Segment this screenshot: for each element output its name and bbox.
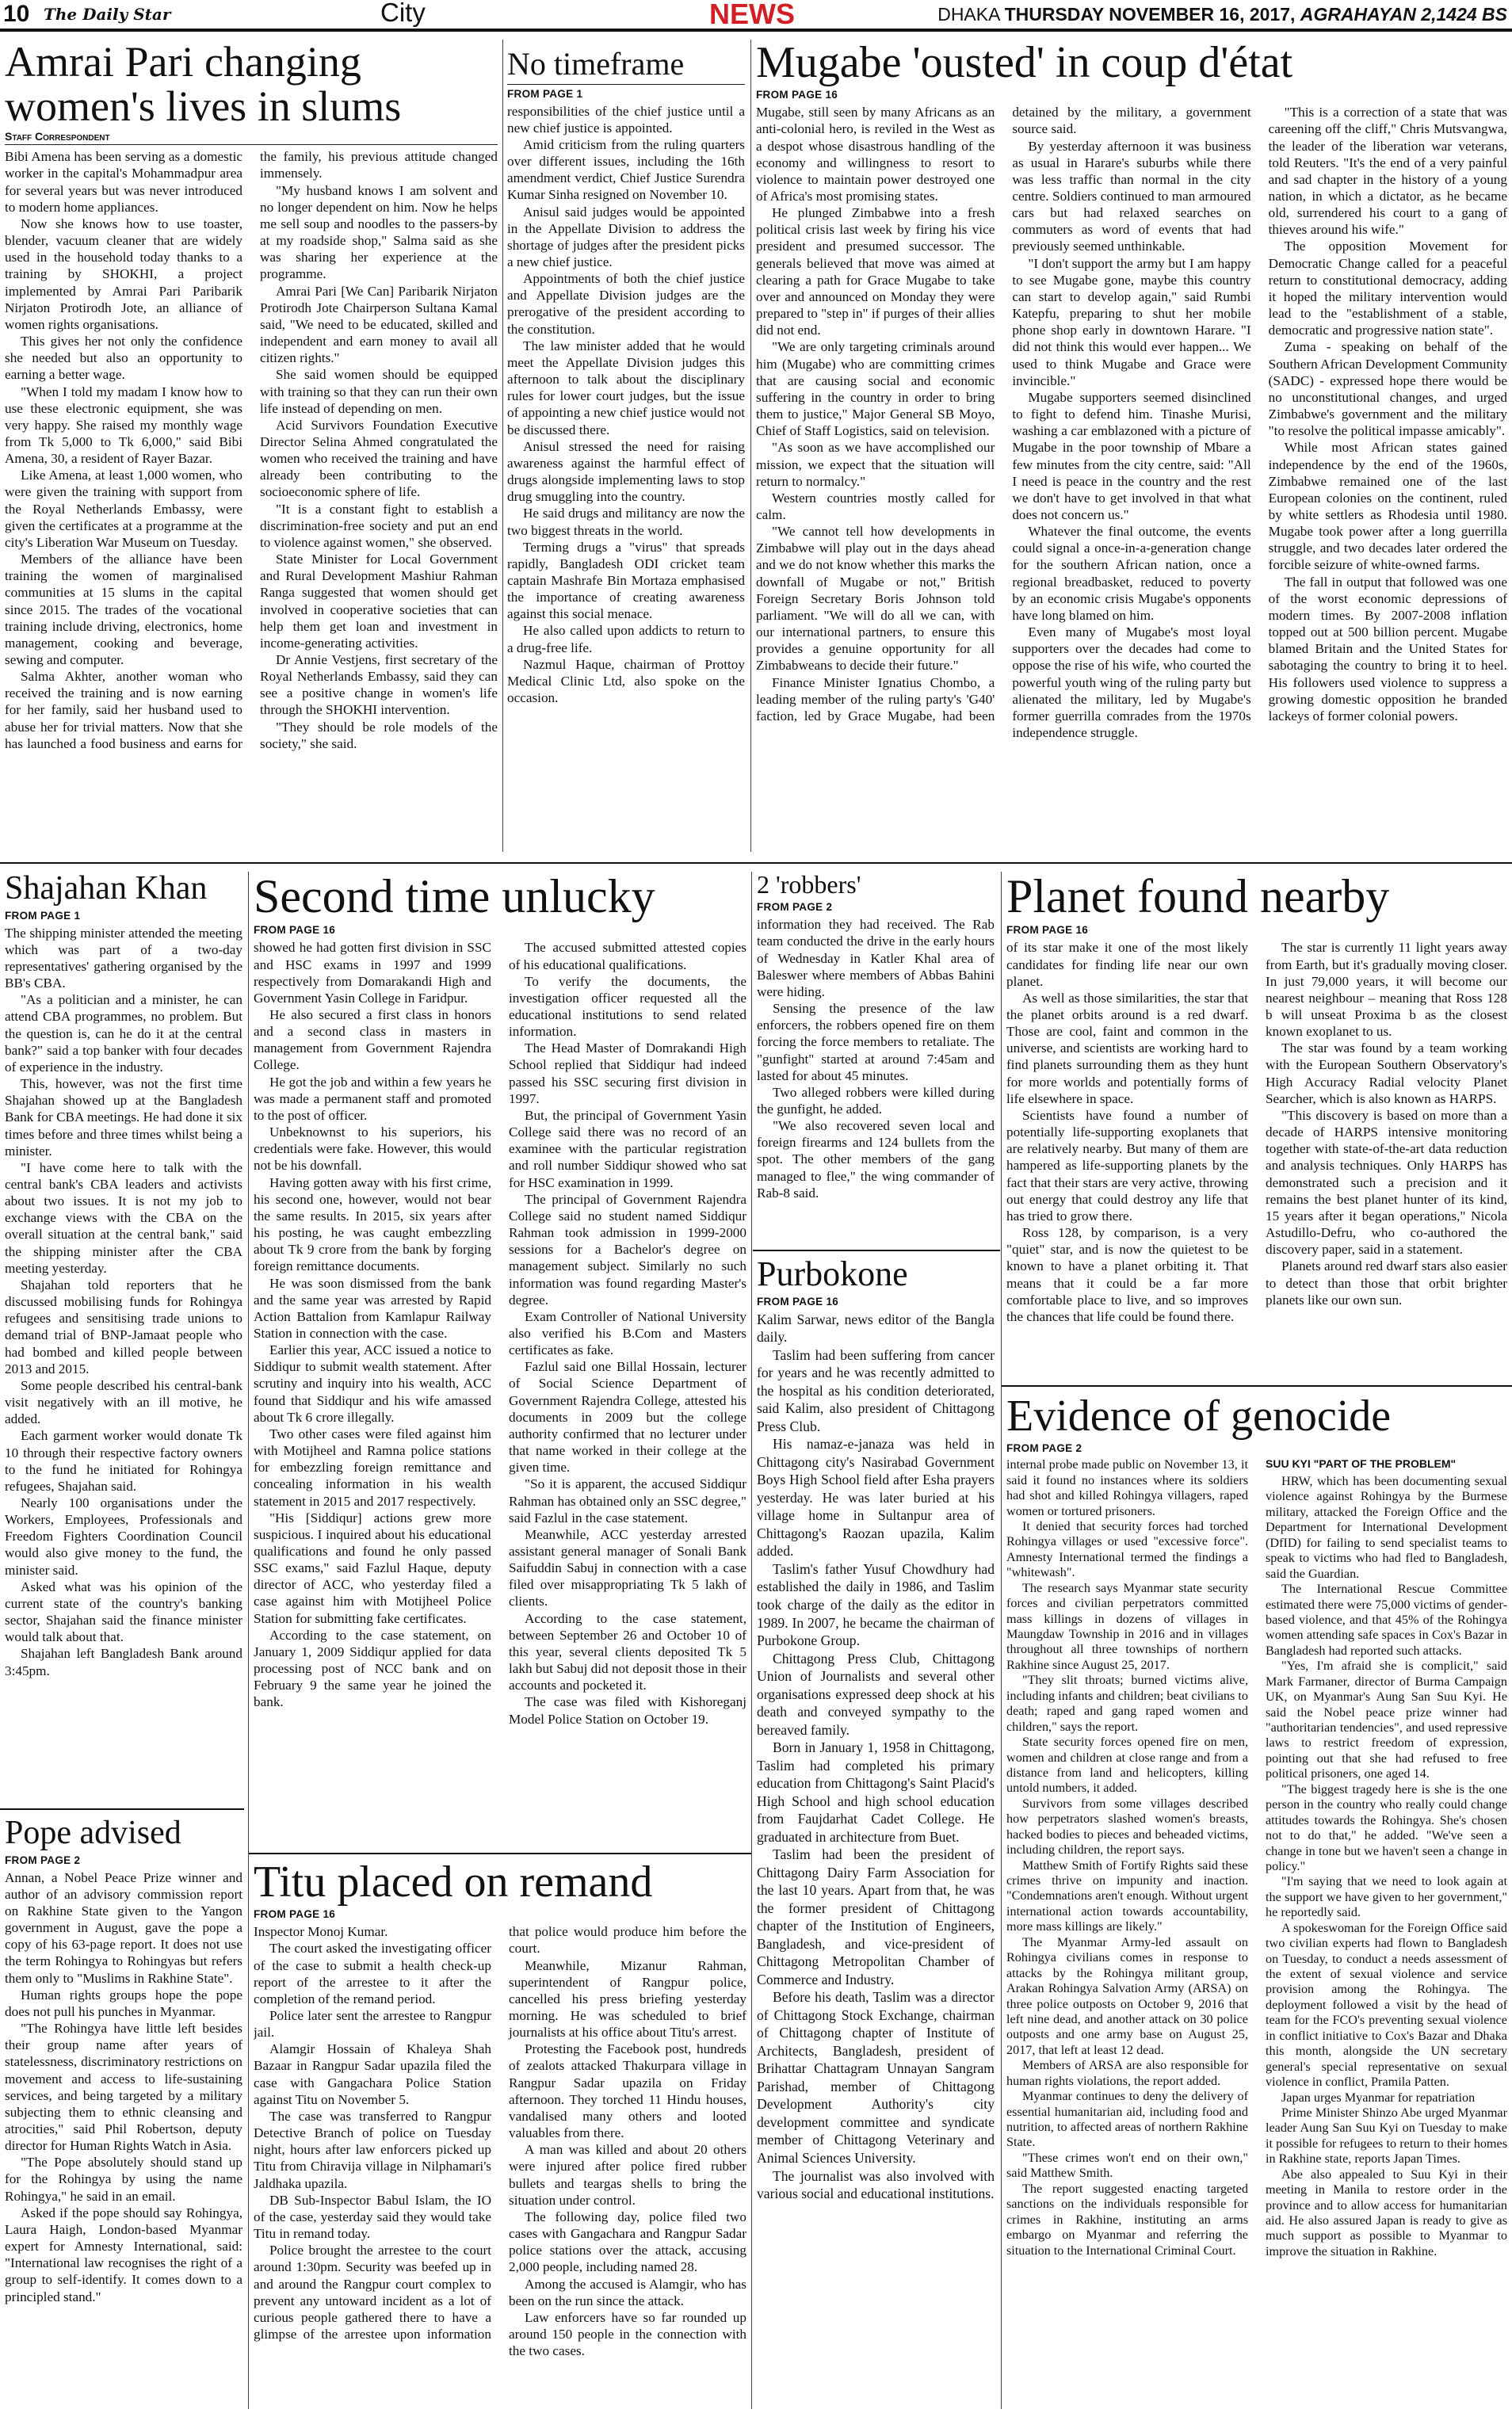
story-paragraph: According to the case statement, between September 26 and October 10 of this year, several clients deposited Tk 5 lakh but Sabuj did not deposit those in their accounts and pocketed it.	[509, 1610, 746, 1693]
headline: No timeframe	[507, 48, 745, 85]
story-paragraph: Earlier this year, ACC issued a notice to Siddiqur to submit wealth statement. After scrutiny and inquiry into his wealth, ACC found that Siddiqur and his wife amassed about Tk 6 crore illegally.	[254, 1342, 491, 1425]
story-paragraph: Inspector Monoj Kumar.	[254, 1924, 388, 1940]
section-rule	[249, 1853, 751, 1854]
story-paragraph: According to the case statement, on January 1, 2009 Siddiqur applied for data processing post of NCC bank and on February 9 the same year he joined the bank.	[254, 1627, 491, 1710]
story-paragraph: Abe also appealed to Suu Kyi in their meeting in Manila to restore order in the province and to allow access for humanitarian aid. He also assured Japan is ready to give as much support as possible to Myanmar to improve the situation in Rakhine.	[1266, 2167, 1507, 2258]
story-paragraph: "So it is apparent, the accused Siddiqur Rahman has obtained only an SSC degree," said Fazlul in the case statement.	[509, 1476, 746, 1525]
kicker: FROM PAGE 16	[254, 924, 336, 937]
column-divider	[248, 872, 249, 2409]
story-paragraph: Meanwhile, ACC yesterday arrested assistant general manager of Sonali Bank Saifuddin Sabuj in connection with a case filed over misappropriating Tk 5 lakh of clients.	[509, 1526, 746, 1609]
story-paragraph: Appointments of both the chief justice and Appellate Division judges are the prerogative of the president according to the constitution.	[507, 271, 745, 337]
story-paragraph: "We also recovered seven local and foreign firearms and 124 bullets from the spot. The other members of the gang managed to flee," the wing commander of Rab-8 said.	[757, 1118, 995, 1201]
story-paragraph: Two other cases were filed against him with Motijheel and Ramna police stations for embezzling foreign remittance and concealing information in his wealth statement in 2015 and 2017 respectively.	[254, 1426, 491, 1509]
story-paragraph: The case was filed with Kishoreganj Model Police Station on October 19.	[509, 1694, 746, 1727]
story-paragraph: Meanwhile, Mizanur Rahman, superintendent of Rangpur police, cancelled his press briefing yesterday morning. He was scheduled to brief journalists at his office about Titu's arrest.	[509, 1957, 746, 2041]
story-paragraph: He said drugs and militancy are now the two biggest threats in the world.	[507, 506, 745, 538]
story-paragraph: "The Pope absolutely should stand up for the Rohingya by using the name Rohingya," he said in an email.	[5, 2155, 242, 2204]
story-paragraph: Alamgir Hossain of Khaleya Shah Bazaar in Rangpur Sadar upazila filed the case with Gangachara Police Station against Titu on November 5.	[254, 2041, 491, 2107]
story-paragraph: Like Amena, at least 1,000 women, who were given the training with support from the Royal Netherlands Embassy, were given the certificates at a programme at the city's Liberation War Museum on Tuesday.	[5, 468, 242, 550]
story-paragraph: Two alleged robbers were killed during the gunfight, he added.	[757, 1084, 995, 1117]
story-paragraph: Some people described his central-bank visit negatively with an ill motive, he added.	[5, 1377, 242, 1427]
story-paragraph: Bibi Amena has been serving as a domestic worker in the capital's Mohammadpur area for several years but was never introduced to modern home appliances.	[5, 149, 242, 215]
story-paragraph: It denied that security forces had torched Rohingya villages or used "excessive force". Amnesty International termed the findings a "whitewash".	[1006, 1518, 1248, 1580]
story-paragraph: Nazmul Haque, chairman of Prottoy Medical Clinic Ltd, also spoke on the occasion.	[507, 656, 745, 706]
story-body	[1006, 1457, 1507, 2259]
story-paragraph: Taslim had been suffering from cancer for years and he was recently admitted to the hospital as his condition deteriorated, said Kalim, also president of Chittagong Press Club.	[757, 1346, 995, 1434]
story-paragraph: The star is currently 11 light years away from Earth, but it's gradually moving closer. In just 79,000 years, it will become our nearest neighbour – meaning that Ross 128 b will unseat Proxima b as the closest known exoplanet to us.	[1266, 940, 1507, 1040]
story-paragraph: Western countries mostly called for calm.	[756, 490, 995, 522]
dateline-bangla: AGRAHAYAN 2,1424 BS	[1300, 4, 1507, 25]
story-paragraph: "As soon as we have accomplished our mission, we expect that the situation will return to normalcy."	[756, 440, 995, 489]
story-paragraph: Zuma - speaking on behalf of the Southern African Development Community (SADC) - expressed hope there would be no unconstitutional changes, and urged Zimbabwe's government and the military "to resolve the political impasse amicably".	[1268, 339, 1507, 439]
story-paragraph: Born in January 1, 1958 in Chittagong, Taslim had completed his primary education from Chittagong's Saint Placid's High School and high school education from Faujdarhat Cadet College. He graduated in architecture from Buet.	[757, 1739, 995, 1845]
story-paragraph: showed he had gotten first division in SSC and HSC exams in 1997 and 1999 respectively from Domarakandi High and Government Yasin College in Faridpur.	[254, 940, 491, 1006]
section-name: City	[380, 0, 426, 27]
story-paragraph: Shajahan told reporters that he discussed mobilising funds for Rohingya refugees and sensitising trade unions to demand trial of BNP-Jamaat people who had bombed and killed people between 2013 and 2015.	[5, 1277, 242, 1376]
section-rule	[0, 1808, 244, 1810]
story-body	[756, 104, 1507, 741]
story-paragraph: The report suggested enacting targeted sanctions on the individuals responsible for crimes in Rakhine, instituting an arms embargo on Myanmar and referring the situation to the International Criminal Court.	[1006, 2181, 1248, 2258]
dateline-date: THURSDAY NOVEMBER 16, 2017,	[1004, 4, 1296, 25]
story-paragraph: Amid criticism from the ruling quarters over different issues, including the 16th amendment verdict, Chief Justice Surendra Kumar Sinha resigned on November 10.	[507, 136, 745, 203]
story-paragraph: Ross 128, by comparison, is a very "quiet" star, and is now the quietest to be known to have a planet orbiting it. That means that it could be a far more comfortable place to live, and so improves the chances that life could be found there.	[1006, 1225, 1248, 1324]
story-paragraph: "The Rohingya have little left besides their group name after years of statelessness, discriminatory restrictions on movement and access to life-sustaining services, and being targeted by a military subjecting them to ethnic cleansing and atrocities," said Phil Robertson, deputy director for Human Rights Watch in Asia.	[5, 2021, 242, 2154]
story-paragraph: Law enforcers have so far rounded up around 150 people in the connection with the two cases.	[509, 2309, 746, 2359]
headline: Purbokone	[757, 1256, 908, 1293]
story-paragraph: HRW, which has been documenting sexual violence against Rohingya by the Burmese military, attacked the Foreign Office and the Department for International Development (DfID) for failing to send specialist teams to speak to victims who had fled to Bangladesh, said the Guardian.	[1266, 1474, 1507, 1581]
story-body	[5, 1869, 242, 2305]
story-paragraph: The Head Master of Domrakandi High School replied that Siddiqur had indeed passed his SSC securing first division in 1997.	[509, 1040, 746, 1106]
story-paragraph: The research says Myanmar state security forces and civilian perpetrators committed mass killings in dozens of villages in Maungdaw Township in 2016 and in villages throughout all three townships of northern Rakhine since August 25, 2017.	[1006, 1580, 1248, 1672]
story-paragraph: The accused submitted attested copies of his educational qualifications.	[509, 940, 746, 972]
story-paragraph: "As a politician and a minister, he can attend CBA programmes, no problem. But the question is, can he do it at the central bank?" said a top banker with four decades of experience in the industry.	[5, 992, 242, 1075]
story-paragraph: Having gotten away with his first crime, his second one, however, would not bear the same results. In 2015, six years after his posting, he was caught embezzling about Tk 9 crore from the bank by forging foreign remittance documents.	[254, 1174, 491, 1274]
masthead	[0, 0, 1512, 32]
story-paragraph: Asked if the pope should say Rohingya, Laura Haigh, London-based Myanmar expert for Amnesty International, said: "International law recognises the right of a group to self-identify. It comes down to a principled stand."	[5, 2205, 242, 2304]
row-rule	[0, 862, 1512, 864]
story-paragraph: The following day, police filed two cases with Gangachara and Rangpur Sadar police stations over the attack, accusing 2,000 people, including named 28.	[509, 2209, 746, 2275]
story-paragraph: Anisul said judges would be appointed in the Appellate Division to address the shortage of judges after the president picks a new chief justice.	[507, 204, 745, 269]
story-paragraph: Myanmar continues to deny the delivery of essential humanitarian aid, including food and nutrition, to affected areas of northern Rakhine State.	[1006, 2089, 1248, 2150]
story-paragraph: His namaz-e-janaza was held in Chittagong city's Nasirabad Government Boys High School field after Esha prayers yesterday. He was later buried at his village home in Sultanpur area of Chittagong's Raozan upazila, Kalim added.	[757, 1436, 995, 1560]
story-paragraph: Mugabe, still seen by many Africans as an anti-colonial hero, is reviled in the West as a despot whose disastrous handling of the economy and willingness to resort to violence to maintain power destroyed one of Africa's most promising states.	[756, 105, 995, 204]
section-rule	[753, 1250, 1000, 1251]
story-paragraph: "I have come here to talk with the central bank's CBA leaders and activists about two issues. It is not my job to exchange views with the CBA on the overall situation at the central bank," said the shipping minister after the CBA meeting yesterday.	[5, 1159, 242, 1276]
story-paragraph: The case was transferred to Rangpur Detective Branch of police on Tuesday night, hours after law enforcers picked up Titu from Chiravija village in Nilphamari's Jaldhaka upazila.	[254, 2108, 491, 2191]
story-paragraph: responsibilities of the chief justice until a new chief justice is appointed.	[507, 103, 745, 136]
story-paragraph: The shipping minister attended the meeting which was part of a two-day representatives' gathering organised by the BB's CBA.	[5, 925, 242, 991]
story-paragraph: "We are only targeting criminals around him (Mugabe) who are committing crimes that are causing social and economic suffering in the country in order to bring them to justice," Major General SB Moyo, Chief of Staff Logistics, said on television.	[756, 339, 995, 439]
story-paragraph: "These crimes won't end on their own," said Matthew Smith.	[1006, 2150, 1248, 2181]
story-paragraph: Before his death, Taslim was a director of Chittagong Stock Exchange, chairman of Chittagong chapter of Institute of Architects, Bangladesh, president of Brihattar Chattagram Unnayan Sangram Parishad, member of Chittagong Development Authority's city development committee and syndicate member of Chittagong Veterinary and Animal Sciences University.	[757, 1989, 995, 2166]
story-paragraph: Japan urges Myanmar for repatriation	[1281, 2090, 1476, 2105]
story-paragraph: This gives her not only the confidence she needed but also an opportunity to earning a better wage.	[5, 334, 242, 383]
story-body	[1006, 939, 1507, 1325]
story-paragraph: Asked what was his opinion of the current state of the country's banking sector, Shajahan said the finance minister would talk about that.	[5, 1579, 242, 1645]
story-paragraph: "We cannot tell how developments in Zimbabwe will play out in the days ahead and we do not know whether this marks the downfall of Mugabe or not," British Foreign Secretary Boris Johnson told parliament. "We will do all we can, with our international partners, to ensure this provides a genuine opportunity for all Zimbabweans to decide their future."	[756, 524, 995, 674]
story-paragraph: Human rights groups hope the pope does not pull his punches in Myanmar.	[5, 1987, 242, 2019]
kicker: FROM PAGE 2	[1006, 1442, 1082, 1455]
headline: 2 'robbers'	[757, 872, 861, 899]
story-paragraph: Members of the alliance have been training the women of marginalised communities at 15 slums in the capital since 2015. The trades of the vocational training include driving, electronics, home management, cooking and beverage, sewing and computer.	[5, 552, 242, 667]
story-paragraph: He plunged Zimbabwe into a fresh political crisis last week by firing his vice president and presumed successor. The generals believed that move was aimed at clearing a path for Grace Mugabe to take over and announced on Monday they were prepared to "step in" if purges of their allies did not end.	[756, 205, 995, 338]
headline: Pope advised	[5, 1816, 181, 1851]
story-body	[507, 103, 745, 707]
story-paragraph: Salma Akhter, another woman who received the training and is now earning for her family, said her husband used to abuse her for trivial matters. Now that she has launched a food business and earns for the family, his previous attitude changed immensely.	[5, 149, 498, 751]
story-paragraph: Prime Minister Shinzo Abe urged Myanmar leader Aung San Suu Kyi on Tuesday to make it possible for refugees to return to their homes in Rakhine state, reports Japan Times.	[1266, 2105, 1507, 2167]
story-paragraph: The Myanmar Army-led assault on Rohingya civilians comes in response to attacks by the Rohingya militant group, Arakan Rohingya Salvation Army (ARSA) on three police outposts on October 9, 2016 that left nine dead, and another attack on 30 police outposts and one army base on August 25, 2017, that left at least 12 dead.	[1006, 1934, 1248, 2057]
kicker: FROM PAGE 16	[757, 1295, 839, 1308]
story-paragraph: State Minister for Local Government and Rural Development Mashiur Rahman Ranga suggested that women should get involved in cooperative societies that can help them get loan and investment in income-generating activities.	[260, 552, 498, 651]
section-tag: NEWS	[709, 0, 795, 30]
story-paragraph: Acid Survivors Foundation Executive Director Selina Ahmed congratulated the women who received the training and have already been contributing to the socioeconomic sphere of life.	[260, 417, 498, 500]
story-paragraph: "When I told my madam I know how to use these electronic equipment, she was very happy. She raised my monthly wage from Tk 5,000 to Tk 6,000," said Bibi Amena, 30, a resident of Rayer Bazar.	[5, 384, 242, 467]
story-paragraph: He was soon dismissed from the bank and the same year was arrested by Rapid Action Battalion from Kamlapur Railway Station in connection with the case.	[254, 1275, 491, 1341]
story-body	[254, 1923, 746, 2359]
story-paragraph: Protesting the Facebook post, hundreds of zealots attacked Thakurpara village in Rangpur Sadar upazila on Friday afternoon. They torched 11 Hindu houses, vandalised many others and looted valuables from there.	[509, 2041, 746, 2141]
story-paragraph: To verify the documents, the investigation officer requested all the educational institutions to send related information.	[509, 973, 746, 1040]
story-paragraph: The opposition Movement for Democratic Change called for a peaceful return to constitutional democracy, adding it hoped the military intervention would lead to the "establishment of a stable, democratic and progressive nation state".	[1268, 239, 1507, 338]
byline: Staff Correspondent	[5, 130, 498, 145]
headline: Evidence of genocide	[1006, 1393, 1392, 1441]
story-paragraph: Members of ARSA are also responsible for human rights violations, the report added.	[1006, 2058, 1248, 2088]
kicker: FROM PAGE 16	[1006, 924, 1089, 937]
story-paragraph: The court asked the investigating officer of the case to submit a health check-up report of the arrestee to it after the completion of the remand period.	[254, 1941, 491, 2006]
headline: Planet found nearby	[1006, 872, 1390, 922]
story-paragraph: "This discovery is based on more than a decade of HARPS intensive monitoring together with state-of-the-art data reduction and analysis techniques. Only HARPS has demonstrated such a precision and it remains the best planet hunter of its kind, 15 years after it began operations," Nicola Astudillo-Defru, who co-authored the discovery paper, said in a statement.	[1266, 1107, 1507, 1258]
story-paragraph: The star was found by a team working with the European Southern Observatory's High Accuracy Radial velocity Planet Searcher, which is also known as HARPS.	[1266, 1040, 1507, 1106]
story-paragraph: Nearly 100 organisations under the Workers, Employees, Professionals and Freedom Fighters Coordination Council would also give money to the fund, the minister said.	[5, 1495, 242, 1578]
headline: Shajahan Khan	[5, 872, 208, 907]
kicker: FROM PAGE 1	[5, 909, 81, 922]
column-divider	[750, 40, 751, 852]
story-paragraph: "They should be role models of the society," she said.	[260, 719, 498, 751]
story-paragraph: of its star make it one of the most likely candidates for finding life near our own planet.	[1006, 940, 1248, 989]
story-paragraph: "His [Siddiqur] actions grew more suspicious. I inquired about his educational qualifications and found he only passed SSC exams," said Fazlul Haque, deputy director of ACC, who yesterday filed a case against him with Motijheel Police Station for submitting fake certificates.	[254, 1510, 491, 1626]
section-rule	[1002, 1385, 1512, 1387]
story-paragraph: Matthew Smith of Fortify Rights said these crimes thrive on impunity and inaction. "Condemnations aren't enough. Without urgent international action towards accountability, more mass killings are likely."	[1006, 1857, 1248, 1934]
story-paragraph: Dr Annie Vestjens, first secretary of the Royal Netherlands Embassy, said they can see a positive change in women's life through the SHOKHI intervention.	[260, 652, 498, 718]
story-paragraph: Taslim's father Yusuf Chowdhury had established the daily in 1986, and Taslim took charge of the daily as the editor in 1989. In 2007, he became the chairman of Purbokone Group.	[757, 1560, 995, 1649]
column-divider	[751, 872, 752, 2409]
headline: Second time unlucky	[254, 872, 655, 922]
page-number: 10	[3, 1, 30, 27]
story-paragraph: "It is a constant fight to establish a discrimination-free society and put an end to violence against women," she observed.	[260, 501, 498, 550]
story-body	[254, 939, 746, 1727]
story-paragraph: Now she knows how to use toaster, blender, vacuum cleaner that are widely used in the household today thanks to a training by SHOKHI, a project implemented by Amrai Pari Paribarik Nirjaton Protirodh Jote, an alliance of women rights organisations.	[5, 216, 242, 332]
story-paragraph: "This is a correction of a state that was careening off the cliff," Chris Mutsvangwa, the leader of the liberation war veterans, told Reuters. "It's the end of a very painful and sad chapter in the history of a young nation, in which a dictator, as he became old, surrendered his court to a gang of thieves around his wife."	[1268, 105, 1507, 238]
story-paragraph: Scientists have found a number of potentially life-supporting exoplanets that are relatively nearby. But many of them are hampered as life-supporting planets by the fact that their stars are very active, throwing out energy that could destroy any life that has tried to grow there.	[1006, 1107, 1248, 1224]
story-paragraph: This, however, was not the first time Shajahan showed up at the Bangladesh Bank for CBA meetings. He had done it six times before and three times whilst being a minister.	[5, 1076, 242, 1159]
story-paragraph: The principal of Government Rajendra College said no student named Siddiqur Rahman took admission in 1999-2000 sessions for a Bachelor's degree on management subject. Similarly no such information was found regarding Master's degree.	[509, 1191, 746, 1308]
story-paragraph: DB Sub-Inspector Babul Islam, the IO of the case, yesterday said they would take Titu in remand today.	[254, 2192, 491, 2242]
story-paragraph: Anisul stressed the need for raising awareness against the harmful effect of drugs alongside implementing laws to stop drug smuggling into the country.	[507, 438, 745, 505]
column-divider	[1001, 872, 1002, 2409]
headline: Amrai Pari changing women's lives in slums	[5, 40, 402, 131]
story-paragraph: She said women should be equipped with training so that they can run their own life instead of depending on men.	[260, 367, 498, 416]
story-paragraph: Whatever the final outcome, the events could signal a once-in-a-generation change for the southern African nation, once a regional breadbasket, reduced to poverty by an economic crisis Mugabe's opponents have long blamed on him.	[1012, 524, 1251, 623]
story-paragraph: internal probe made public on November 13, it said it found no instances where its soldiers had shot and killed Rohingya villagers, raped women or tortured prisoners.	[1006, 1457, 1248, 1518]
story-paragraph: Unbeknownst to his superiors, his credentials were fake. However, this would not be his downfall.	[254, 1124, 491, 1174]
story-paragraph: A man was killed and about 20 others were injured after police fired rubber bullets and teargas shells to bring the situation under control.	[509, 2142, 746, 2208]
headline: Titu placed on remand	[254, 1859, 653, 1907]
story-shajahan-khan	[5, 872, 242, 1803]
story-paragraph: "They slit throats; burned victims alive, including infants and children; beat civilians to death; raped and gang raped women and children," says the report.	[1006, 1673, 1248, 1734]
story-paragraph: Police later sent the arrestee to Rangpur jail.	[254, 2008, 491, 2041]
story-paragraph: Sensing the presence of the law enforcers, the robbers opened fire on them forcing the force members to retaliate. The "gunfight" started at around 7:45am and lasted for about 45 minutes.	[757, 1001, 995, 1083]
paper-logo: The Daily Star	[44, 5, 171, 24]
story-paragraph: Police brought the arrestee to the court around 1:30pm. Security was beefed up in and around the Rangpur court complex to prevent any untoward incident as a lot of curious people gathered there to have a glimpse of the arrestee upon information that police would produce him before the court.	[254, 1924, 746, 2342]
story-paragraph: While most African states gained independence by the end of the 1960s, Zimbabwe remained one of the last European colonies on the continent, ruled by white settlers as Rhodesia until 1980. Mugabe took power after a long guerrilla struggle, and two decades later ordered the forcible seizure of white-owned farms.	[1268, 440, 1507, 573]
story-paragraph: Planets around red dwarf stars also easier to detect than those that orbit brighter planets like our own sun.	[1266, 1258, 1507, 1308]
story-paragraph: State security forces opened fire on men, women and children at close range and from a distance from land and helicopters, killing untold numbers, it added.	[1006, 1735, 1248, 1796]
story-paragraph: He also called upon addicts to return to a drug-free life.	[507, 623, 745, 655]
story-body	[5, 925, 242, 1679]
story-paragraph: Among the accused is Alamgir, who has been on the run since the attack.	[509, 2276, 746, 2308]
story-paragraph: The International Rescue Committee estimated there were 75,000 victims of gender-based violence, and that 45% of the Rohingya women attending safe spaces in Cox's Bazar in Bangladesh had reported such attacks.	[1266, 1582, 1507, 1658]
story-paragraph: "The biggest tragedy here is she is the one person in the country who really could change attitudes towards the Rohingya. She's chosen not to do that," he added. "We've seen a change in tone but we haven't seen a change in policy."	[1266, 1781, 1507, 1873]
story-paragraph: Fazlul said one Billal Hossain, lecturer of Social Science Department of Government Rajendra College, attested his documents in 2009 but the college authority confirmed that no lecturer under that name worked in their college at the given time.	[509, 1359, 746, 1476]
story-subhead: SUU KYI "PART OF THE PROBLEM"	[1266, 1457, 1457, 1471]
story-paragraph: Taslim had been the president of Chittagong Dairy Farm Association for the last 10 years. Apart from that, he was the former president of Chittagong chapter of the Institution of Engineers, Bangladesh, and vice-president of Chittagong Metropolitan Chamber of Commerce and Industry.	[757, 1846, 995, 1987]
story-2-robbers	[757, 872, 995, 1244]
story-paragraph: Kalim Sarwar, news editor of the Bangla daily.	[757, 1311, 995, 1346]
story-paragraph: Shajahan left Bangladesh Bank around 3:45pm.	[5, 1646, 242, 1678]
story-paragraph: The journalist was also involved with various social and educational institutions.	[757, 2167, 995, 2202]
story-body	[757, 1311, 995, 2203]
story-paragraph: He also secured a first class in honors and a second class in masters in management from Government Rajendra College.	[254, 1007, 491, 1073]
story-paragraph: Even many of Mugabe's most loyal supporters over the decades had come to oppose the rise of his wife, who courted the powerful youth wing of the ruling party but alienated the military, led by Mugabe's former guerrilla comrades from the 1970s independence struggle.	[1012, 624, 1251, 741]
story-body	[757, 916, 995, 1201]
story-paragraph: But, the principal of Government Yasin College said there was no record of an examinee with the particular registration and roll number Siddiqur showed who sat for HSC examination in 1999.	[509, 1107, 746, 1190]
story-no-timeframe	[507, 48, 745, 852]
story-paragraph: As well as those similarities, the star that the planet orbits around is a red dwarf. Those are cool, faint and common in the universe, and scientists are working hard to find planets surrounding them as they hunt for more worlds and potentially forms of life elsewhere in space.	[1006, 990, 1248, 1106]
story-purbokone	[757, 1256, 995, 2409]
story-paragraph: Chittagong Press Club, Chittagong Union of Journalists and several other organisations expressed deep shock at his death and conveyed sympathy to the bereaved family.	[757, 1650, 995, 1738]
story-paragraph: Each garment worker would donate Tk 10 through their respective factory owners to the fund he initiated for Rohingya refugees, Shajahan said.	[5, 1428, 242, 1494]
headline: Mugabe 'ousted' in coup d'état	[756, 40, 1293, 87]
story-paragraph: Amrai Pari [We Can] Paribarik Nirjaton Protirodh Jote Chairperson Sultana Kamal said, "We need to be educated, skilled and independent and earn money to avail all citizen rights."	[260, 283, 498, 366]
story-paragraph: "I'm saying that we need to look again at the support we have given to her government," he reportedly said.	[1266, 1874, 1507, 1920]
story-paragraph: Terming drugs a "virus" that spreads rapidly, Bangladesh ODI cricket team captain Mashrafe Bin Mortaza emphasised the importance of creating awareness against this social menace.	[507, 539, 745, 622]
story-second-time-unlucky	[254, 872, 746, 1846]
kicker: FROM PAGE 16	[254, 1908, 336, 1921]
dateline	[937, 2, 1507, 26]
story-paragraph: "I don't support the army but I am happy to see Mugabe gone, maybe this country can start to develop again," said Rumbi Katepfu, preparing to shut her mobile phone shop early in downtown Harare. "I did not think this would ever happen... We used to think Mugabe and Grace were invincible."	[1012, 255, 1251, 388]
story-body	[5, 148, 498, 752]
kicker: FROM PAGE 1	[507, 87, 583, 100]
story-paragraph: By yesterday afternoon it was business as usual in Harare's suburbs while there was less traffic than normal in the city centre. Soldiers continued to man armoured cars but had relaxed searches on commuters as word of events that had previously seemed unthinkable.	[1012, 138, 1251, 254]
story-paragraph: information they had received. The Rab team conducted the drive in the early hours of Wednesday in Katler Khal area of Baleswer where members of Abbas Bahini were hiding.	[757, 917, 995, 999]
dateline-city: DHAKA	[937, 4, 1000, 25]
kicker: FROM PAGE 2	[757, 901, 833, 914]
story-paragraph: A spokeswoman for the Foreign Office said two civilian experts had flown to Bangladesh on Tuesday, to conduct a needs assessment of the extent of sexual violence and service provision among the Rohingya. The deployment followed a visit by the head of team for the FCO's preventing sexual violence in conflict initiative to Cox's Bazar and Dhaka this month, alongside the UN secretary general's special representative on sexual violence in conflict, Pramila Patten.	[1266, 1920, 1507, 2090]
column-divider	[502, 40, 503, 852]
story-paragraph: "Yes, I'm afraid she is complicit," said Mark Farmaner, director of Burma Campaign UK, on Myanmar's Aung San Suu Kyi. He said the Nobel peace prize winner had "authoritarian tendencies", and used repressive laws to restrict freedom of expression, pointing out that she had refused to free political prisoners, one aged 14.	[1266, 1659, 1507, 1781]
kicker: FROM PAGE 16	[756, 89, 838, 101]
story-paragraph: The fall in output that followed was one of the worst economic depressions of modern times. By 2007-2008 inflation topped out at 500 billion percent. Mugabe blamed Britain and the United States for sabotaging the country to bring it to heel. His followers used violence to suppress a growing domestic opposition he branded lackeys of former colonial powers.	[1268, 574, 1507, 724]
kicker: FROM PAGE 2	[5, 1854, 81, 1866]
story-paragraph: Mugabe supporters seemed disinclined to fight to defend him. Tinashe Murisi, washing a car emblazoned with a picture of Mugabe in the poor township of Mbare a few minutes from the city centre, said: "All I need is peace in the country and the rest we don't have to get involved in that what does not concern us."	[1012, 389, 1251, 522]
story-paragraph: "My husband knows I am solvent and no longer dependent on him. Now he helps me sell soup and noodles to the passers-by at my roadside shop," Salma said as she was sharing her experience at the programme.	[260, 182, 498, 282]
story-amrai-pari	[5, 40, 498, 852]
story-paragraph: He got the job and within a few years he was made a permanent staff and promoted to the post of officer.	[254, 1074, 491, 1123]
story-mugabe	[756, 40, 1507, 852]
story-paragraph: Finance Minister Ignatius Chombo, a leading member of the ruling party's 'G40' faction, led by Grace Mugabe, had been detained by the military, a government source said.	[756, 105, 1251, 724]
story-paragraph: Annan, a Nobel Peace Prize winner and author of an advisory commission report on Rakhine State given to the Yangon government in August, gave the pope a copy of his 63-page report. It does not use the term Rohingya to Rohingyas but refers them only to "Muslims in Rakhine State".	[5, 1869, 242, 1986]
story-pope-advised	[5, 1816, 242, 2409]
story-titu-remand	[254, 1859, 746, 2409]
story-evidence-genocide	[1006, 1393, 1507, 2409]
story-paragraph: Exam Controller of National University also verified his B.Com and Masters certificates as fake.	[509, 1308, 746, 1358]
story-planet-found	[1006, 872, 1507, 1379]
story-paragraph: Survivors from some villages described how perpetrators slashed women's breasts, hacked bodies to pieces and beheaded victims, including children, the report says.	[1006, 1796, 1248, 1857]
story-paragraph: The law minister added that he would meet the Appellate Division judges this afternoon to talk about the disciplinary rules for lower court judges, but the issue of appointing a new chief justice would not be discussed there.	[507, 338, 745, 437]
